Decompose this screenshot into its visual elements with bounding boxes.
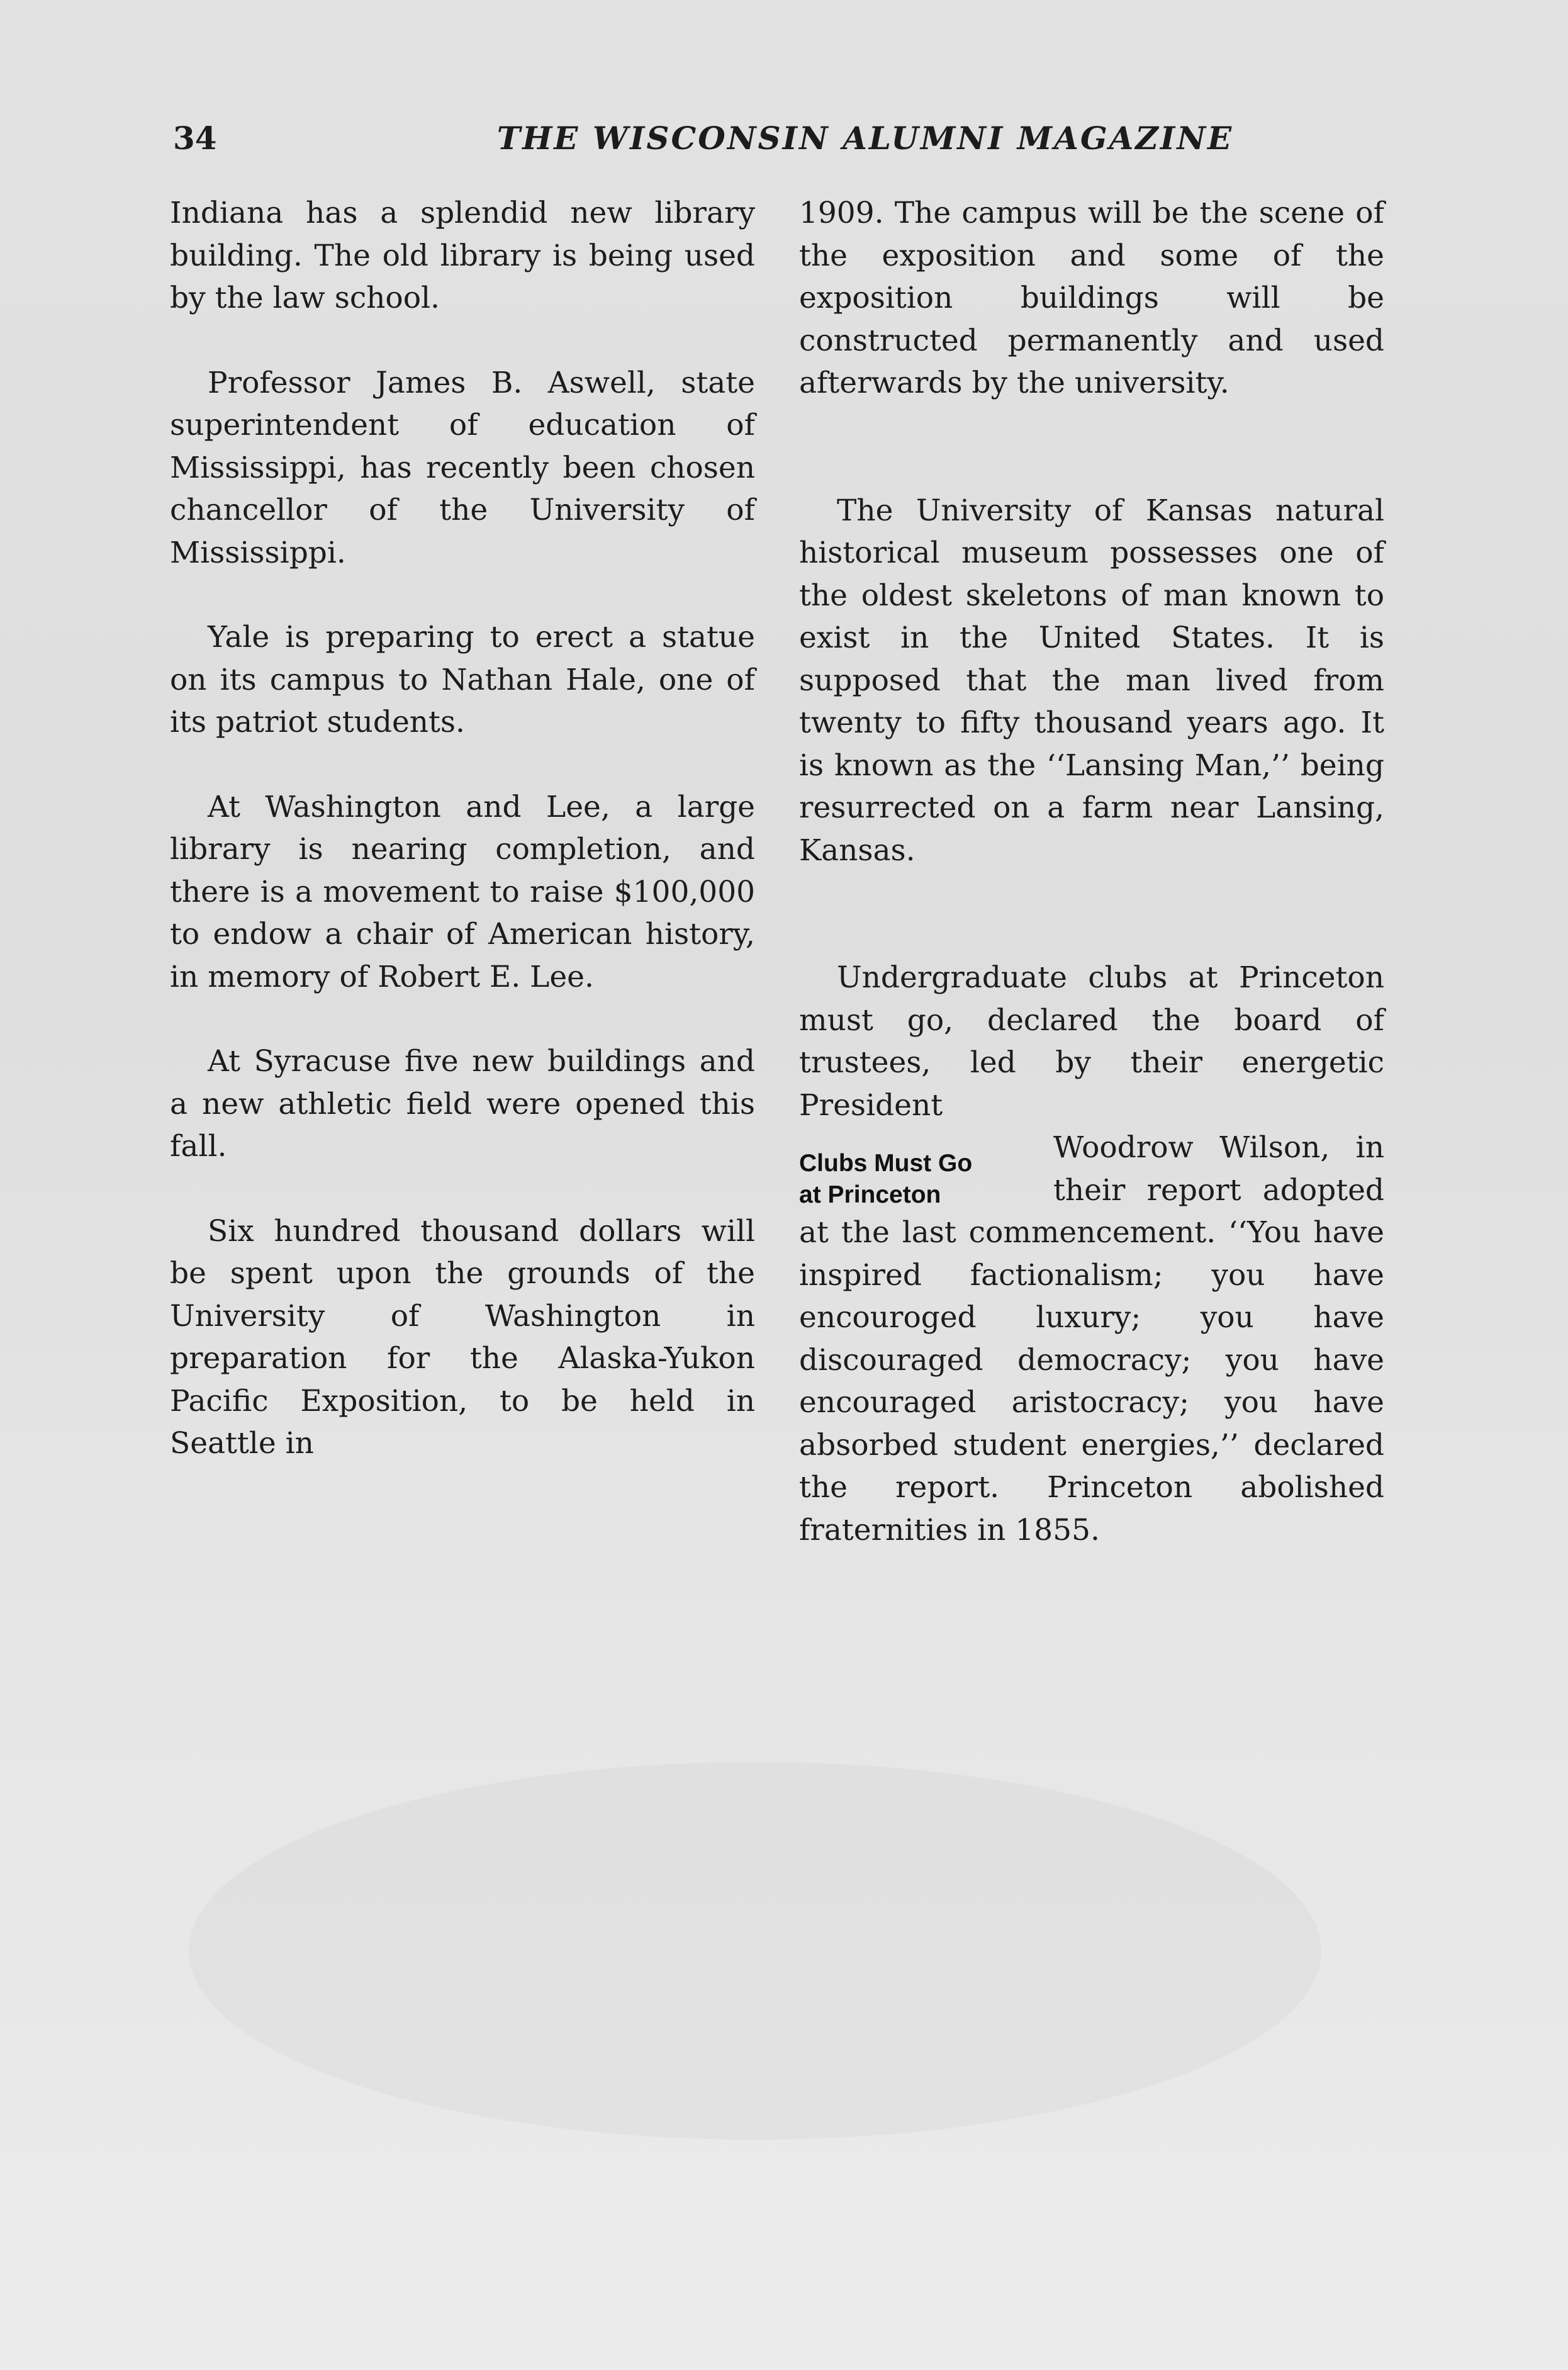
paragraph-exposition-continued: 1909. The campus will be the scene of the exposition and some of the exposition buildings will be constructed permanently and used afterwards by the university. xyxy=(799,196,1384,400)
sidenote-heading xyxy=(799,1148,1038,1211)
page-header xyxy=(173,116,1406,160)
paragraph-washington-lee: At Washington and Lee, a large library is nearing completion, and there is a movement to raise $100,000 to endow a chair of American history, in memory of Robert E. Lee. xyxy=(170,789,755,994)
paragraph-princeton xyxy=(799,957,1384,1551)
paragraph-yale: Yale is preparing to erect a statue on its campus to Nathan Hale, one of its patriot students. xyxy=(170,620,755,739)
paragraph-university-washington: Six hundred thousand dollars will be spent upon the grounds of the University of Washington in preparation for the Alaska-Yukon Pacific Exposition, to be held in Seattle in xyxy=(170,1213,755,1461)
paragraph-syracuse: At Syracuse five new buildings and a new athletic field were opened this fall. xyxy=(170,1044,755,1164)
sidenote-line-2: at Princeton xyxy=(799,1181,941,1208)
princeton-lead-text: Undergraduate clubs at Princeton must go, declared the board of trustees, led by their energetic President xyxy=(799,960,1384,1123)
page-title: THE WISCONSIN ALUMNI MAGAZINE xyxy=(496,120,1234,157)
left-column xyxy=(170,192,755,1507)
princeton-rest-text: Woodrow Wilson, in their report adopted at the last commencement. ‘‘You have inspired factionalism; you have encouroged luxury; you have discouraged democracy; you have encouraged aristocracy; you have absorbed student energies,’’ declared the report. Princeton abolished fraternities in 1855. xyxy=(799,1130,1384,1547)
paragraph-kansas: The University of Kansas natural historical museum possesses one of the oldest skeletons of man known to exist in the United States. It is supposed that the man lived from twenty to fifty thousand years ago. It is known as the ‘‘Lansing Man,’’ being resurrected on a farm near Lansing, Kansas. xyxy=(799,493,1384,868)
paragraph-mississippi: Professor James B. Aswell, state superintendent of education of Mississippi, has recently been chosen chancellor of the University of Mississippi. xyxy=(170,365,755,570)
right-column xyxy=(799,192,1384,1593)
paper-smudge xyxy=(189,1762,1321,2140)
page-number: 34 xyxy=(173,120,217,157)
sidenote-line-1: Clubs Must Go xyxy=(799,1150,973,1177)
paragraph-indiana: Indiana has a splendid new library building. The old library is being used by the law school. xyxy=(170,196,755,315)
